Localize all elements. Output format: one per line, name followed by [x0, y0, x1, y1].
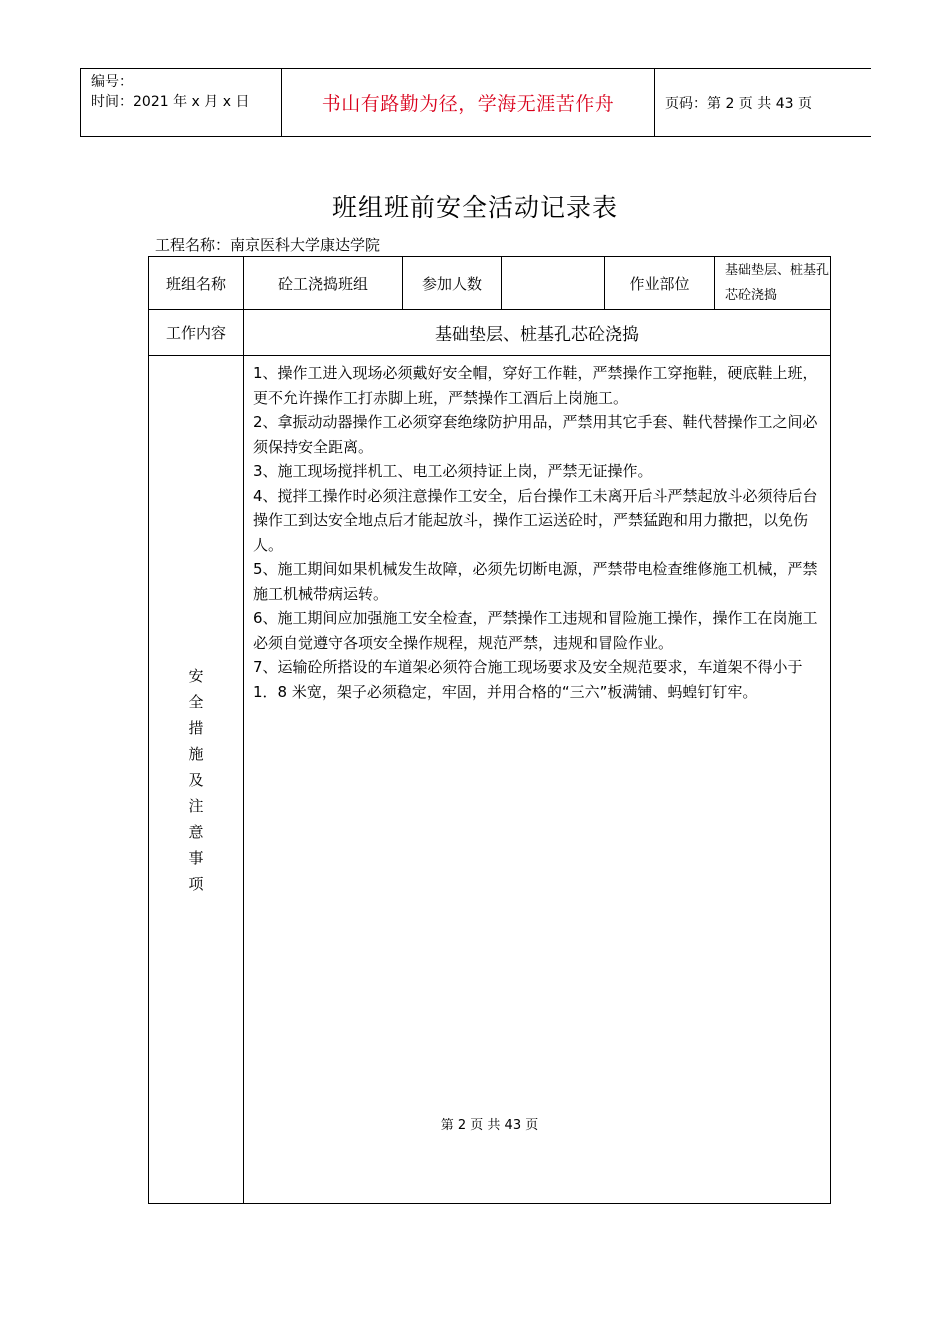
- safety-label-char: 注: [188, 797, 204, 815]
- participants-label: 参加人数: [421, 274, 482, 293]
- page-footer: 第 2 页 共 43 页: [440, 1118, 539, 1133]
- safety-label-char: 措: [188, 719, 204, 737]
- record-table: [148, 256, 831, 1204]
- safety-label-char: 安: [188, 667, 204, 685]
- number-label: 编号：: [91, 74, 133, 90]
- motto-text: 书山有路勤为径，学海无涯苦作舟: [321, 93, 615, 115]
- team-name-value: 砼工浇捣班组: [277, 274, 368, 293]
- safety-label-char: 意: [188, 823, 204, 841]
- safety-label: [149, 357, 243, 1203]
- header-meta-cell: [81, 69, 282, 136]
- safety-item: 3、施工现场搅拌机工、电工必须持证上岗，严禁无证操作。: [253, 462, 653, 480]
- work-area-value: 基础垫层、桩基孔芯砼浇捣: [725, 263, 830, 303]
- project-name: 工程名称：南京医科大学康达学院: [155, 236, 381, 254]
- safety-item: 6、施工期间应加强施工安全检查，严禁操作工违规和冒险施工操作，操作工在岗施工必须自觉遵守各项安全操作规程，规范严禁，违规和冒险作业。: [253, 609, 818, 652]
- work-area-label: 作业部位: [629, 274, 690, 293]
- safety-label-char: 施: [188, 745, 204, 763]
- safety-label-char: 及: [188, 771, 204, 789]
- safety-item: 4、搅拌工操作时必须注意操作工安全，后台操作工未离开后斗严禁起放斗必须待后台操作工到达安全地点后才能起放斗，操作工运送砼时，严禁猛跑和用力撒把，以免伤人。: [253, 486, 818, 554]
- safety-item: 5、施工期间如果机械发生故障，必须先切断电源，严禁带电检查维修施工机械，严禁施工机械带病运转。: [253, 560, 818, 603]
- safety-item: 2、拿振动动器操作工必须穿套绝缘防护用品，严禁用其它手套、鞋代替操作工之间必须保持安全距离。: [253, 413, 818, 456]
- safety-label-char: 项: [188, 875, 204, 893]
- col-divider: [243, 257, 244, 1203]
- header-motto-cell: [282, 69, 655, 136]
- safety-label-char: 全: [188, 693, 204, 711]
- row-divider: [149, 355, 830, 356]
- team-name-label: 班组名称: [165, 274, 226, 293]
- participants-value: [502, 257, 604, 309]
- header-box: [80, 68, 871, 137]
- time-label: 时间：2021 年 x 月 x 日: [91, 94, 250, 110]
- safety-label-char: 事: [188, 849, 204, 867]
- header-page-cell: [655, 69, 871, 136]
- safety-item: 1、操作工进入现场必须戴好安全帽，穿好工作鞋，严禁操作工穿拖鞋，硬底鞋上班，更不允许操作工打赤脚上班，严禁操作工酒后上岗施工。: [253, 364, 818, 407]
- page-title: 班组班前安全活动记录表: [331, 193, 618, 222]
- work-content-value: 基础垫层、桩基孔芯砼浇捣: [435, 325, 639, 345]
- safety-items: [253, 361, 825, 704]
- work-content-label: 工作内容: [165, 324, 226, 342]
- safety-item: 7、运输砼所搭设的车道架必须符合施工现场要求及安全规范要求，车道架不得小于 1．8 米宽，架子必须稳定，牢固，并用合格的“三六”板满铺、蚂蝗钉钉牢。: [253, 658, 803, 701]
- page-info: 页码：第 2 页 共 43 页: [665, 95, 812, 112]
